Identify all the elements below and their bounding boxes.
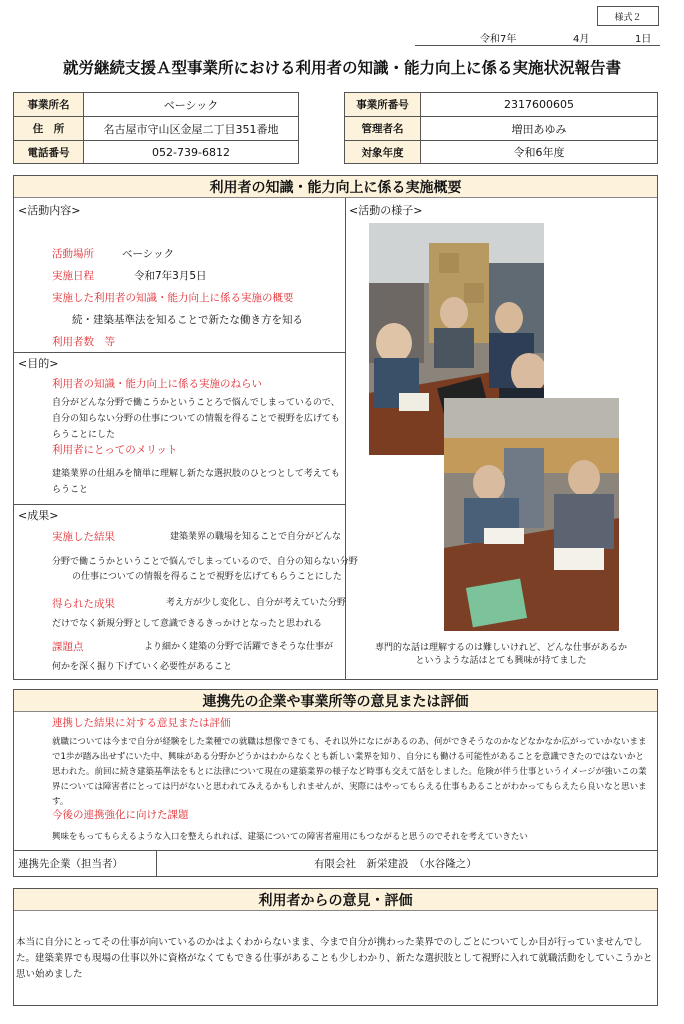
address-label: 住 所 [14,117,84,141]
user-text: 本当に自分にとってその仕事が向いているのかはよくわからないまま、今まで自分が携わった業界でのしごとについてしか目が行っていませんでした。建築業界でも現場の仕事以外に資格がなくてもできる仕事があることも少しわかり、新たな選択肢として視野に入れて就職活動をしていこうかと思い始めました [16,937,653,980]
user-section [13,888,658,1006]
phone: 052-739-6812 [152,145,230,159]
report-date [415,26,660,46]
purpose-heading: <目的> [18,357,59,370]
manager-label: 管理者名 [345,117,421,141]
scene-heading: <活動の様子> [349,204,423,217]
caption-line-1: 専門的な話は理解するのは難しいけれど、どんな仕事があるか [374,643,627,653]
done-text-2: 分野で働こうかということで悩んでしまっているので、自分の知らない分野 [52,557,358,567]
year: 令和6年度 [513,146,565,159]
activity-heading: <活動内容> [18,204,81,217]
info-table-left [13,92,299,164]
phone-label: 電話番号 [14,141,84,163]
user-heading: 利用者からの意見・評価 [14,889,657,911]
office-no: 2317600605 [421,93,657,117]
date-year: 令和7年 [480,34,517,45]
date-month: 4月 [573,34,590,45]
manager: 増田あゆみ [421,117,657,141]
issue-text-1: より細かく建築の分野で活躍できそうな仕事が [144,642,334,652]
merit-text: 建築業界の仕組みを簡単に理解し新たな選択肢のひとつとして考えてもらうこと [52,469,340,495]
done-label: 実施した結果 [52,531,115,543]
count-label: 利用者数 等 [52,336,115,348]
partner-heading: 連携先の企業や事業所等の意見または評価 [14,690,657,712]
partner-section [13,689,658,877]
info-table-right [344,92,658,164]
page-title: 就労継続支援Ａ型事業所における利用者の知識・能力向上に係る実施状況報告書 [62,59,621,77]
gain-text-1: 考え方が少し変化し、自分が考えていた分野 [166,598,347,608]
summary-label: 実施した利用者の知識・能力向上に係る実施の概要 [52,292,294,304]
divider [14,352,345,353]
opinion-label: 連携した結果に対する意見または評価 [52,717,231,729]
future-label: 今後の連携強化に向けた課題 [52,809,189,821]
aim-text: 自分がどんな分野で働こうかということろで悩んでしまっているので、自分の知らない分野の仕事についての情報を得ることで視野を広げてもらうことにした [52,398,340,440]
activity-date: 令和7年3月5日 [134,270,207,282]
date-day: 1日 [635,34,652,45]
result-heading: <成果> [18,509,59,522]
issue-text-2: 何かを深く掘り下げていく必要性があること [52,662,233,672]
aim-label: 利用者の知識・能力向上に係る実施のねらい [52,378,262,390]
overview-section [13,175,658,680]
form-label: 様式２ [597,6,659,26]
date-label: 実施日程 [52,270,94,282]
merit-label: 利用者にとってのメリット [52,444,178,456]
photo-caption [345,642,657,668]
opinion-text: 就職については今まで自分が経験をした業種での就職は想像できても、それ以外になにがあるのあ、何ができそうなのかなどなかなか広がっていかないままで1歩が踏み出せずにいた中、興味がある分野かどうかはわからなくとも新しい業界を知り、自分にも働ける可能性があることを意識できたのではないかと思われた。前回に続き建築基準法をもとに法律について現在の建築業界の様子など時事も交えて話をしました。危険が伴う仕事というイメージが強いこの業界については障害者にとっては円がないと思われてみえるかもしれませんが、実際にはやってもらえる仕事もあることがわかってもらえたら良いなと思います。 [52,737,647,807]
address: 名古屋市守山区金屋二丁目351番地 [84,117,298,141]
done-text-3: の仕事についての情報を得ることで視野を広げてもらうことにした [72,572,342,582]
office-name-label: 事業所名 [14,93,84,117]
future-text: 興味をもってもらえるような入口を整えられれば、建築についての障害者雇用にもつながると思うのでそれを考えていきたい [52,832,528,842]
gain-label: 得られた成果 [52,598,115,610]
company-label: 連携先企業（担当者） [18,858,123,870]
divider [156,850,157,876]
caption-line-2: というような話はとても興味が持てました [415,656,587,666]
activity-photo-2 [444,398,619,631]
overview-heading: 利用者の知識・能力向上に係る実施概要 [14,176,657,198]
place-label: 活動場所 [52,248,94,260]
year-label: 対象年度 [345,141,421,163]
place: ベーシック [122,248,175,260]
office-name: ベーシック [84,93,298,117]
issue-label: 課題点 [52,641,84,653]
company: 有限会社 新栄建設 （水谷隆之） [314,858,477,870]
done-text-1: 建築業界の職場を知ることで自分がどんな [170,532,342,542]
summary: 続・建築基準法を知ることで新たな働き方を知る [72,314,303,326]
divider [14,850,657,851]
office-no-label: 事業所番号 [345,93,421,117]
gain-text-2: だけでなく新規分野として意識できるきっかけとなったと思われる [52,619,323,629]
divider [14,504,345,505]
